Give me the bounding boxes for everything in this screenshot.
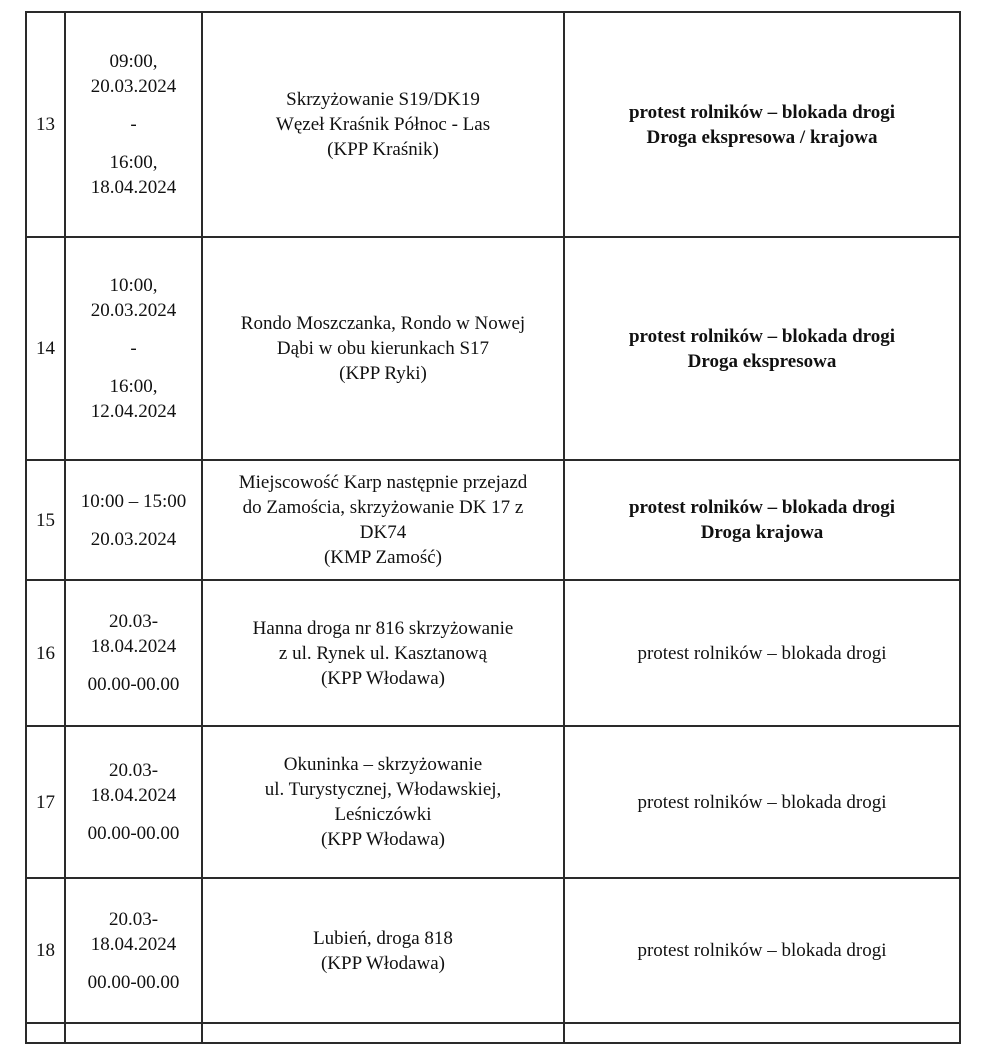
date-cell — [65, 580, 202, 726]
event-type: protest rolników – blokada drogi — [628, 101, 896, 123]
table-row — [26, 12, 960, 237]
road-type: Droga ekspresowa — [687, 350, 837, 372]
location-cell — [202, 580, 564, 726]
description-cell — [564, 460, 960, 580]
description-cell — [564, 580, 960, 726]
event-type: protest rolników – blokada drogi — [637, 791, 887, 813]
row-number: 16 — [26, 580, 65, 726]
date-separator: - — [130, 114, 137, 135]
row-number: 13 — [26, 12, 65, 237]
table-row — [26, 580, 960, 726]
event-type: protest rolników – blokada drogi — [628, 325, 896, 347]
end-time: 16:00, — [109, 152, 158, 173]
end-time: 16:00, — [109, 376, 158, 397]
date-range-start: 20.03- — [108, 908, 159, 930]
row-number: 18 — [26, 878, 65, 1023]
date-range-start: 20.03- — [108, 760, 159, 781]
date-cell — [65, 237, 202, 460]
hours: 00.00-00.00 — [87, 674, 180, 695]
start-date: 20.03.2024 — [90, 76, 177, 97]
table-row-partial — [26, 1023, 960, 1043]
location-cell — [202, 12, 564, 237]
event-type: protest rolników – blokada drogi — [628, 497, 896, 518]
date-range-end: 18.04.2024 — [90, 636, 177, 657]
police-unit: (KPP Włodawa) — [320, 829, 445, 850]
date-cell — [65, 726, 202, 878]
table-row — [26, 237, 960, 460]
police-unit: (KMP Zamość) — [323, 547, 443, 568]
date-separator: - — [130, 338, 137, 359]
end-date: 18.04.2024 — [90, 177, 177, 198]
row-number: 15 — [26, 460, 65, 580]
police-unit: (KPP Ryki) — [339, 363, 427, 384]
location-line: Dąbi w obu kierunkach S17 — [276, 338, 490, 359]
start-date: 20.03.2024 — [90, 300, 177, 321]
location-line: Węzeł Kraśnik Północ - Las — [275, 114, 491, 135]
row-number: 14 — [26, 237, 65, 460]
hours: 00.00-00.00 — [87, 971, 180, 993]
location-cell — [202, 878, 564, 1023]
road-type: Droga krajowa — [700, 522, 824, 543]
description-cell — [564, 878, 960, 1023]
location-cell — [202, 726, 564, 878]
date-cell — [65, 878, 202, 1023]
row-number: 17 — [26, 726, 65, 878]
location-line: Lubień, droga 818 — [313, 927, 453, 949]
location-cell — [202, 237, 564, 460]
location-line: z ul. Rynek ul. Kasztanową — [278, 642, 488, 664]
event-date: 20.03.2024 — [90, 528, 177, 550]
empty-cell — [26, 1023, 65, 1043]
empty-cell — [564, 1023, 960, 1043]
start-time: 09:00, — [109, 51, 158, 72]
police-unit: (KPP Włodawa) — [320, 667, 445, 689]
table-row — [26, 460, 960, 580]
hours: 00.00-00.00 — [87, 823, 180, 844]
date-range-end: 18.04.2024 — [90, 785, 177, 806]
protest-schedule-table — [25, 11, 961, 1044]
road-type: Droga ekspresowa / krajowa — [646, 126, 878, 148]
event-type: protest rolników – blokada drogi — [637, 940, 887, 961]
location-line: Okuninka – skrzyżowanie — [283, 754, 483, 775]
police-unit: (KPP Kraśnik) — [327, 139, 439, 160]
time-range: 10:00 – 15:00 — [80, 490, 187, 512]
location-line: Leśniczówki — [334, 804, 432, 825]
description-cell — [564, 12, 960, 237]
description-cell — [564, 726, 960, 878]
location-line: Hanna droga nr 816 skrzyżowanie — [252, 617, 514, 639]
location-line: ul. Turystycznej, Włodawskiej, — [264, 779, 502, 800]
table-row — [26, 726, 960, 878]
end-date: 12.04.2024 — [90, 401, 177, 422]
police-unit: (KPP Włodawa) — [320, 952, 445, 974]
location-line: Skrzyżowanie S19/DK19 — [286, 89, 480, 110]
table-row — [26, 878, 960, 1023]
location-line: DK74 — [359, 522, 407, 543]
date-cell — [65, 460, 202, 580]
description-cell — [564, 237, 960, 460]
date-range-start: 20.03- — [108, 611, 159, 632]
event-type: protest rolników – blokada drogi — [637, 642, 887, 664]
empty-cell — [202, 1023, 564, 1043]
start-time: 10:00, — [109, 275, 158, 296]
date-range-end: 18.04.2024 — [90, 933, 177, 955]
location-line: do Zamościa, skrzyżowanie DK 17 z — [242, 497, 524, 518]
location-line: Rondo Moszczanka, Rondo w Nowej — [240, 313, 526, 334]
location-cell — [202, 460, 564, 580]
location-line: Miejscowość Karp następnie przejazd — [238, 472, 528, 493]
empty-cell — [65, 1023, 202, 1043]
date-cell — [65, 12, 202, 237]
